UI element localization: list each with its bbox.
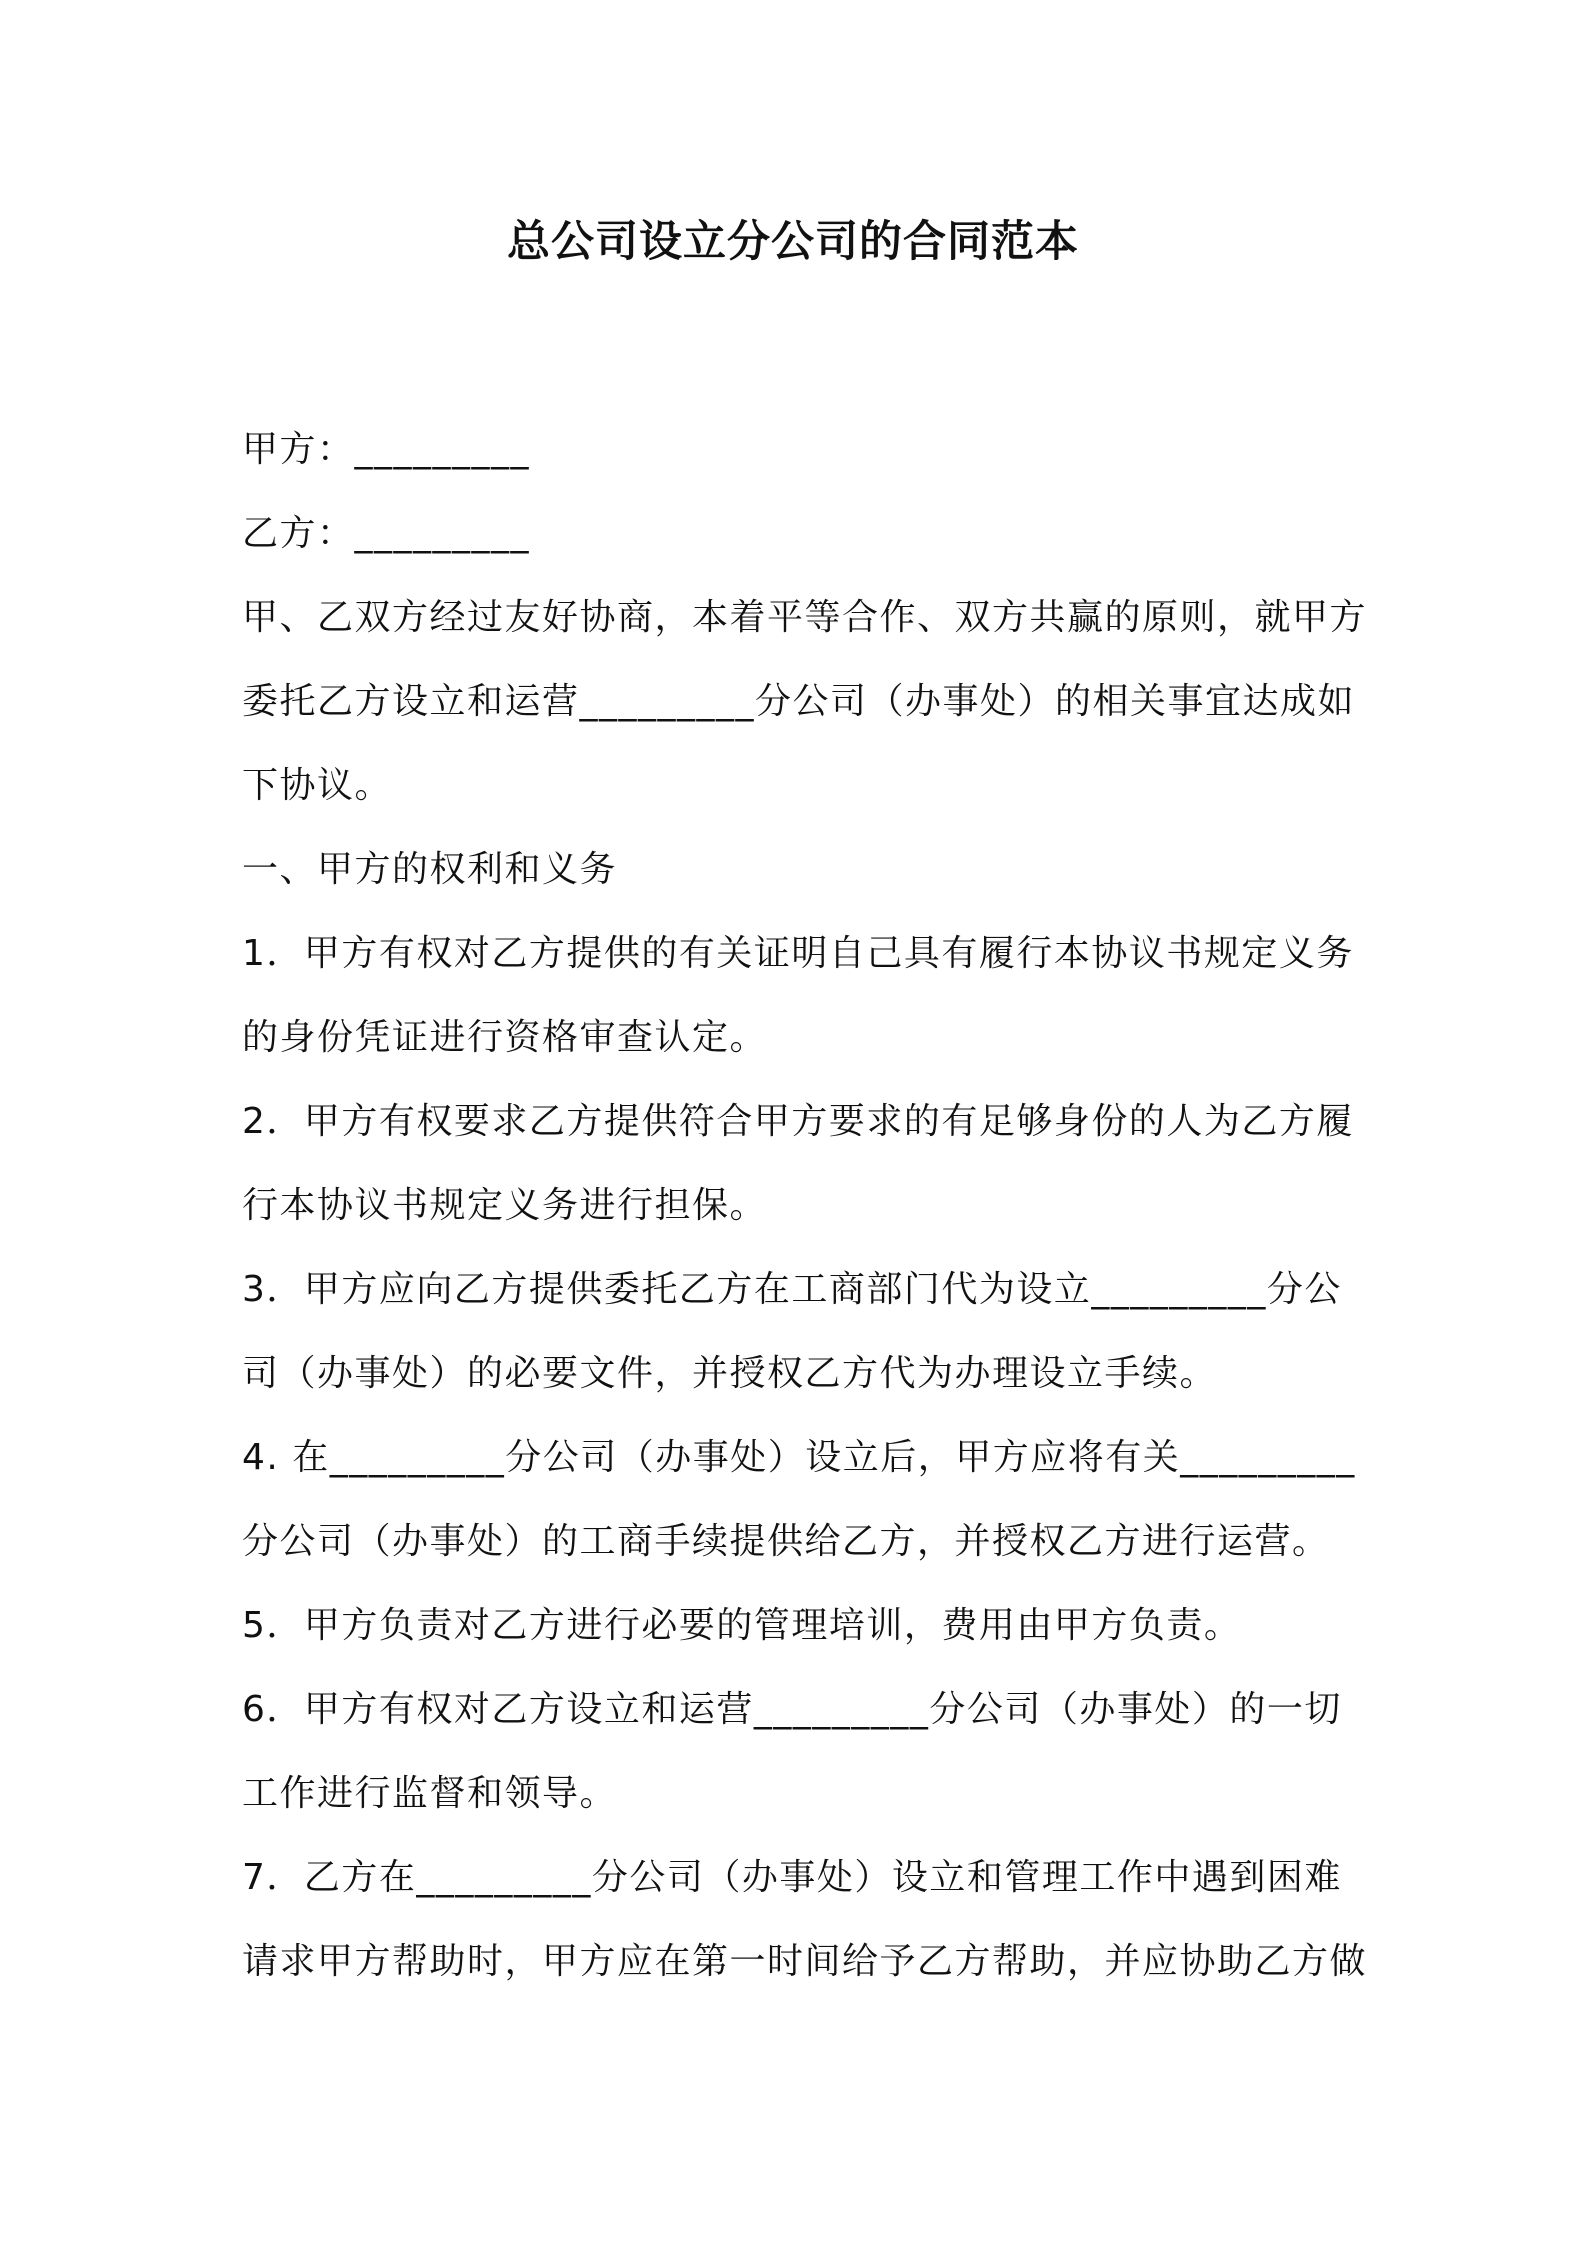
clause-6-line-2: 工作进行监督和领导。 — [242, 1773, 618, 1814]
clause-3-line-1: 3．甲方应向乙方提供委托乙方在工商部门代为设立_________分公 — [242, 1269, 1342, 1310]
clause-1-line-1: 1．甲方有权对乙方提供的有关证明自己具有履行本协议书规定义务 — [242, 933, 1354, 974]
party-a-line: 甲方：_________ — [242, 429, 531, 470]
clause-2-line-1: 2．甲方有权要求乙方提供符合甲方要求的有足够身份的人为乙方履 — [242, 1101, 1354, 1142]
party-b-line: 乙方：_________ — [242, 513, 531, 554]
clause-2-line-2: 行本协议书规定义务进行担保。 — [242, 1185, 768, 1226]
preamble-line-2: 委托乙方设立和运营_________分公司（办事处）的相关事宜达成如 — [242, 681, 1356, 722]
clause-4-line-2: 分公司（办事处）的工商手续提供给乙方，并授权乙方进行运营。 — [242, 1521, 1330, 1562]
document-title: 总公司设立分公司的合同范本 — [507, 217, 1079, 267]
clause-7-line-2: 请求甲方帮助时，甲方应在第一时间给予乙方帮助，并应协助乙方做 — [242, 1941, 1368, 1982]
preamble-line-3: 下协议。 — [242, 765, 393, 806]
clause-3-line-2: 司（办事处）的必要文件，并授权乙方代为办理设立手续。 — [242, 1353, 1218, 1394]
clause-7-line-1: 7．乙方在_________分公司（办事处）设立和管理工作中遇到困难 — [242, 1857, 1342, 1898]
section-heading: 一、甲方的权利和义务 — [242, 849, 618, 890]
document-body — [242, 408, 1368, 2004]
clause-5-line-1: 5．甲方负责对乙方进行必要的管理培训，费用由甲方负责。 — [242, 1605, 1242, 1646]
clause-4-line-1: 4. 在_________分公司（办事处）设立后，甲方应将有关_________ — [242, 1437, 1356, 1478]
clause-1-line-2: 的身份凭证进行资格审查认定。 — [242, 1017, 768, 1058]
preamble-line-1: 甲、乙双方经过友好协商，本着平等合作、双方共赢的原则，就甲方 — [242, 597, 1368, 638]
clause-6-line-1: 6．甲方有权对乙方设立和运营_________分公司（办事处）的一切 — [242, 1689, 1342, 1730]
